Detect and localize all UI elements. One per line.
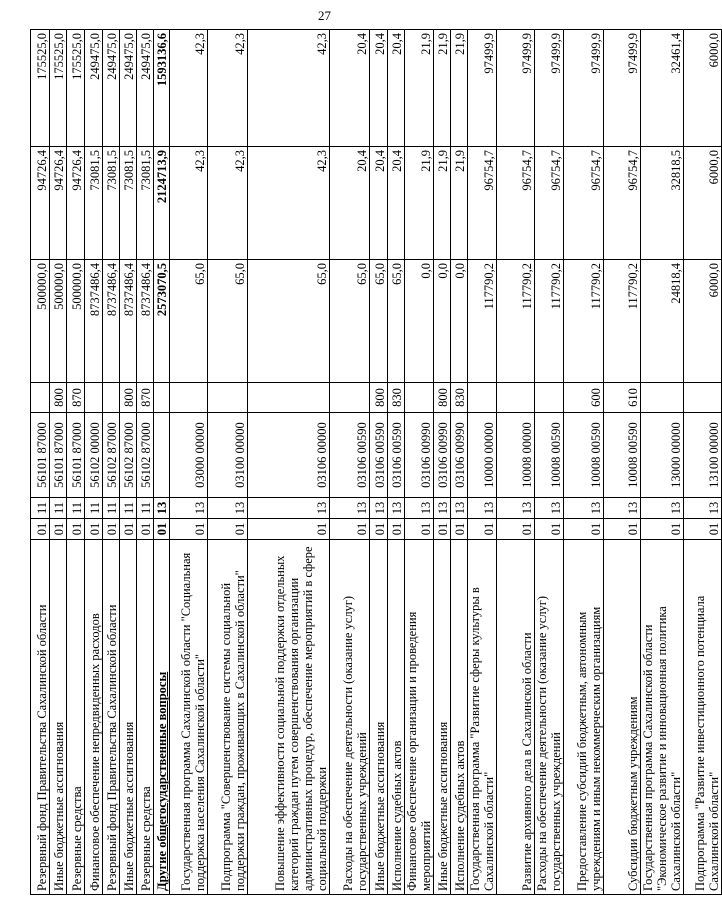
section-code: 01 — [154, 519, 170, 540]
amount-year-1: 65,0 — [388, 260, 405, 383]
amount-year-2: 96754,7 — [497, 147, 535, 260]
amount-year-3: 97499,9 — [564, 30, 604, 147]
subsection-code: 13 — [497, 498, 535, 519]
row-name: Исполнение судебных актов — [388, 540, 405, 895]
subsection-code: 13 — [451, 498, 468, 519]
amount-year-3: 175525,0 — [67, 30, 85, 147]
table-row — [137, 30, 154, 895]
amount-year-1: 8737486,4 — [85, 260, 103, 383]
row-name: Резервный фонд Правительства Сахалинской области — [103, 540, 120, 895]
row-name: Иные бюджетные ассигнования — [370, 540, 388, 895]
expense-type-code — [684, 383, 722, 413]
subsection-code: 13 — [388, 498, 405, 519]
subsection-code: 13 — [434, 498, 451, 519]
subsection-code: 13 — [248, 498, 330, 519]
amount-year-2: 2124713,9 — [154, 147, 170, 260]
section-code: 01 — [564, 519, 604, 540]
amount-year-1: 117790,2 — [535, 260, 564, 383]
table-row — [50, 30, 67, 895]
amount-year-3: 249475,0 — [120, 30, 137, 147]
subsection-code: 13 — [641, 498, 684, 519]
subsection-code: 13 — [405, 498, 434, 519]
section-code: 01 — [50, 519, 67, 540]
subsection-code: 11 — [67, 498, 85, 519]
expense-type-code — [170, 383, 208, 413]
table-row — [85, 30, 103, 895]
expense-type-code: 870 — [67, 383, 85, 413]
section-code: 01 — [137, 519, 154, 540]
amount-year-3: 97499,9 — [535, 30, 564, 147]
amount-year-2: 73081,5 — [103, 147, 120, 260]
row-name: Подпрограмма "Совершенствование системы социальной поддержки граждан, проживающих в Сахалинской области" — [208, 540, 248, 895]
table-row — [405, 30, 434, 895]
row-name: Государственная программа Сахалинской области "Социальная поддержка населения Сахалинской области" — [170, 540, 208, 895]
expense-type-code: 610 — [604, 383, 641, 413]
subsection-code: 13 — [684, 498, 722, 519]
amount-year-2: 73081,5 — [85, 147, 103, 260]
target-article-code: 03106 00590 — [388, 413, 405, 498]
section-code: 01 — [85, 519, 103, 540]
amount-year-2: 20,4 — [388, 147, 405, 260]
target-article-code: 03000 00000 — [170, 413, 208, 498]
amount-year-1: 0,0 — [451, 260, 468, 383]
target-article-code: 10008 00590 — [535, 413, 564, 498]
table-row — [564, 30, 604, 895]
amount-year-2: 73081,5 — [137, 147, 154, 260]
target-article-code: 56101 87000 — [31, 413, 50, 498]
row-name: Государственная программа "Развитие сферы культуры в Сахалинской области" — [468, 540, 497, 895]
row-name: Иные бюджетные ассигнования — [120, 540, 137, 895]
row-name: Исполнение судебных актов — [451, 540, 468, 895]
amount-year-3: 175525,0 — [50, 30, 67, 147]
amount-year-3: 249475,0 — [103, 30, 120, 147]
amount-year-3: 97499,9 — [468, 30, 497, 147]
table-row — [641, 30, 684, 895]
target-article-code: 03106 00000 — [248, 413, 330, 498]
amount-year-3: 20,4 — [330, 30, 370, 147]
amount-year-3: 42,3 — [208, 30, 248, 147]
amount-year-3: 97499,9 — [604, 30, 641, 147]
expense-type-code — [641, 383, 684, 413]
amount-year-3: 20,4 — [370, 30, 388, 147]
amount-year-2: 6000,0 — [684, 147, 722, 260]
table-row — [497, 30, 535, 895]
amount-year-2: 96754,7 — [564, 147, 604, 260]
amount-year-1: 2573070,5 — [154, 260, 170, 383]
target-article-code: 03106 00990 — [434, 413, 451, 498]
amount-year-1: 117790,2 — [497, 260, 535, 383]
target-article-code: 10008 00590 — [564, 413, 604, 498]
section-code: 01 — [434, 519, 451, 540]
expense-type-code — [208, 383, 248, 413]
table-row — [684, 30, 722, 895]
section-code: 01 — [641, 519, 684, 540]
target-article-code: 10008 00000 — [497, 413, 535, 498]
table-row — [67, 30, 85, 895]
expense-type-code: 830 — [388, 383, 405, 413]
amount-year-2: 96754,7 — [604, 147, 641, 260]
table-row — [120, 30, 137, 895]
expense-type-code — [154, 383, 170, 413]
row-name: Финансовое обеспечение непредвиденных расходов — [85, 540, 103, 895]
amount-year-2: 42,3 — [208, 147, 248, 260]
target-article-code: 13000 00000 — [641, 413, 684, 498]
row-name: Иные бюджетные ассигнования — [50, 540, 67, 895]
row-name: Развитие архивного дела в Сахалинской области — [497, 540, 535, 895]
amount-year-2: 96754,7 — [535, 147, 564, 260]
amount-year-3: 1593136,6 — [154, 30, 170, 147]
table-row — [154, 30, 170, 895]
expense-type-code: 600 — [564, 383, 604, 413]
table-row — [604, 30, 641, 895]
amount-year-2: 21,9 — [451, 147, 468, 260]
amount-year-2: 94726,4 — [50, 147, 67, 260]
target-article-code: 56102 00000 — [85, 413, 103, 498]
target-article-code: 56102 87000 — [120, 413, 137, 498]
amount-year-1: 0,0 — [405, 260, 434, 383]
table-row — [434, 30, 451, 895]
target-article-code: 56102 87000 — [137, 413, 154, 498]
target-article-code: 13100 00000 — [684, 413, 722, 498]
table-row — [451, 30, 468, 895]
expense-type-code — [248, 383, 330, 413]
amount-year-1: 500000,0 — [31, 260, 50, 383]
target-article-code: 03106 00590 — [330, 413, 370, 498]
subsection-code: 11 — [31, 498, 50, 519]
amount-year-3: 97499,9 — [497, 30, 535, 147]
row-name: Резервные средства — [137, 540, 154, 895]
amount-year-1: 117790,2 — [604, 260, 641, 383]
subsection-code: 13 — [154, 498, 170, 519]
amount-year-3: 249475,0 — [85, 30, 103, 147]
target-article-code: 03106 00990 — [405, 413, 434, 498]
table-row — [330, 30, 370, 895]
section-code: 01 — [330, 519, 370, 540]
subsection-code: 11 — [50, 498, 67, 519]
amount-year-1: 117790,2 — [564, 260, 604, 383]
section-code: 01 — [497, 519, 535, 540]
subsection-code: 13 — [370, 498, 388, 519]
row-name: Другие общегосударственные вопросы — [154, 540, 170, 895]
subsection-code: 13 — [564, 498, 604, 519]
section-code: 01 — [684, 519, 722, 540]
row-name: Финансовое обеспечение организации и проведения мероприятий — [405, 540, 434, 895]
subsection-code: 11 — [103, 498, 120, 519]
section-code: 01 — [103, 519, 120, 540]
section-code: 01 — [370, 519, 388, 540]
subsection-code: 13 — [535, 498, 564, 519]
table-row — [535, 30, 564, 895]
table-row — [31, 30, 50, 895]
amount-year-1: 500000,0 — [67, 260, 85, 383]
row-name: Резервный фонд Правительства Сахалинской области — [31, 540, 50, 895]
expense-type-code — [405, 383, 434, 413]
amount-year-2: 73081,5 — [120, 147, 137, 260]
section-code: 01 — [170, 519, 208, 540]
amount-year-1: 65,0 — [208, 260, 248, 383]
table-row — [103, 30, 120, 895]
amount-year-1: 0,0 — [434, 260, 451, 383]
section-code: 01 — [535, 519, 564, 540]
amount-year-2: 32818,5 — [641, 147, 684, 260]
section-code: 01 — [248, 519, 330, 540]
subsection-code: 13 — [604, 498, 641, 519]
table-row — [208, 30, 248, 895]
amount-year-3: 21,9 — [434, 30, 451, 147]
target-article-code: 03106 00590 — [370, 413, 388, 498]
expense-type-code: 800 — [50, 383, 67, 413]
subsection-code: 11 — [137, 498, 154, 519]
section-code: 01 — [388, 519, 405, 540]
amount-year-3: 175525,0 — [31, 30, 50, 147]
subsection-code: 13 — [170, 498, 208, 519]
target-article-code — [154, 413, 170, 498]
row-name: Субсидии бюджетным учреждениям — [604, 540, 641, 895]
amount-year-2: 94726,4 — [67, 147, 85, 260]
expense-type-code — [103, 383, 120, 413]
amount-year-1: 117790,2 — [468, 260, 497, 383]
expense-type-code: 800 — [434, 383, 451, 413]
expense-type-code — [497, 383, 535, 413]
amount-year-1: 65,0 — [170, 260, 208, 383]
target-article-code: 03100 00000 — [208, 413, 248, 498]
amount-year-2: 21,9 — [405, 147, 434, 260]
amount-year-3: 20,4 — [388, 30, 405, 147]
expense-type-code — [468, 383, 497, 413]
expense-type-code — [535, 383, 564, 413]
expense-type-code — [330, 383, 370, 413]
amount-year-3: 21,9 — [451, 30, 468, 147]
section-code: 01 — [31, 519, 50, 540]
amount-year-1: 8737486,4 — [120, 260, 137, 383]
row-name: Расходы на обеспечение деятельности (оказание услуг) государственных учреждений — [535, 540, 564, 895]
amount-year-2: 20,4 — [330, 147, 370, 260]
section-code: 01 — [405, 519, 434, 540]
expense-type-code — [31, 383, 50, 413]
amount-year-3: 42,3 — [248, 30, 330, 147]
table-row — [388, 30, 405, 895]
row-name: Иные бюджетные ассигнования — [434, 540, 451, 895]
subsection-code: 13 — [208, 498, 248, 519]
expense-type-code: 870 — [137, 383, 154, 413]
section-code: 01 — [208, 519, 248, 540]
section-code: 01 — [604, 519, 641, 540]
amount-year-1: 65,0 — [248, 260, 330, 383]
section-code: 01 — [120, 519, 137, 540]
row-name: Предоставление субсидий бюджетным, автономным учреждениям и иным некоммерческим организациям — [564, 540, 604, 895]
section-code: 01 — [67, 519, 85, 540]
row-name: Расходы на обеспечение деятельности (оказание услуг) государственных учреждений — [330, 540, 370, 895]
table-row — [248, 30, 330, 895]
amount-year-2: 42,3 — [248, 147, 330, 260]
amount-year-1: 500000,0 — [50, 260, 67, 383]
subsection-code: 11 — [120, 498, 137, 519]
expense-type-code: 800 — [370, 383, 388, 413]
amount-year-1: 8737486,4 — [103, 260, 120, 383]
amount-year-2: 94726,4 — [31, 147, 50, 260]
budget-table — [30, 29, 722, 895]
amount-year-3: 6000,0 — [684, 30, 722, 147]
amount-year-3: 249475,0 — [137, 30, 154, 147]
rotated-table-container — [30, 30, 721, 895]
amount-year-1: 24818,4 — [641, 260, 684, 383]
row-name: Повышение эффективности социальной поддержки отдельных категорий граждан путем совершенствования организации административных процедур, обеспечение мероприятий в сфере социальной поддержки — [248, 540, 330, 895]
target-article-code: 56101 87000 — [50, 413, 67, 498]
expense-type-code: 830 — [451, 383, 468, 413]
target-article-code: 56102 87000 — [103, 413, 120, 498]
target-article-code: 03106 00990 — [451, 413, 468, 498]
expense-type-code — [85, 383, 103, 413]
amount-year-3: 32461,4 — [641, 30, 684, 147]
row-name: Резервные средства — [67, 540, 85, 895]
amount-year-1: 65,0 — [330, 260, 370, 383]
row-name: Подпрограмма "Развитие инвестиционного потенциала Сахалинской области" — [684, 540, 722, 895]
amount-year-1: 65,0 — [370, 260, 388, 383]
amount-year-3: 42,3 — [170, 30, 208, 147]
section-code: 01 — [468, 519, 497, 540]
subsection-code: 11 — [85, 498, 103, 519]
subsection-code: 13 — [330, 498, 370, 519]
amount-year-2: 42,3 — [170, 147, 208, 260]
amount-year-2: 20,4 — [370, 147, 388, 260]
row-name: Государственная программа Сахалинской области "Экономическое развитие и инновационная политика Сахалинской области" — [641, 540, 684, 895]
target-article-code: 56101 87000 — [67, 413, 85, 498]
table-row — [170, 30, 208, 895]
amount-year-3: 21,9 — [405, 30, 434, 147]
amount-year-2: 21,9 — [434, 147, 451, 260]
amount-year-2: 96754,7 — [468, 147, 497, 260]
target-article-code: 10008 00590 — [604, 413, 641, 498]
expense-type-code: 800 — [120, 383, 137, 413]
amount-year-1: 6000,0 — [684, 260, 722, 383]
section-code: 01 — [451, 519, 468, 540]
target-article-code: 10000 00000 — [468, 413, 497, 498]
subsection-code: 13 — [468, 498, 497, 519]
page-number: 27 — [318, 8, 331, 23]
amount-year-1: 8737486,4 — [137, 260, 154, 383]
table-row — [468, 30, 497, 895]
table-row — [370, 30, 388, 895]
